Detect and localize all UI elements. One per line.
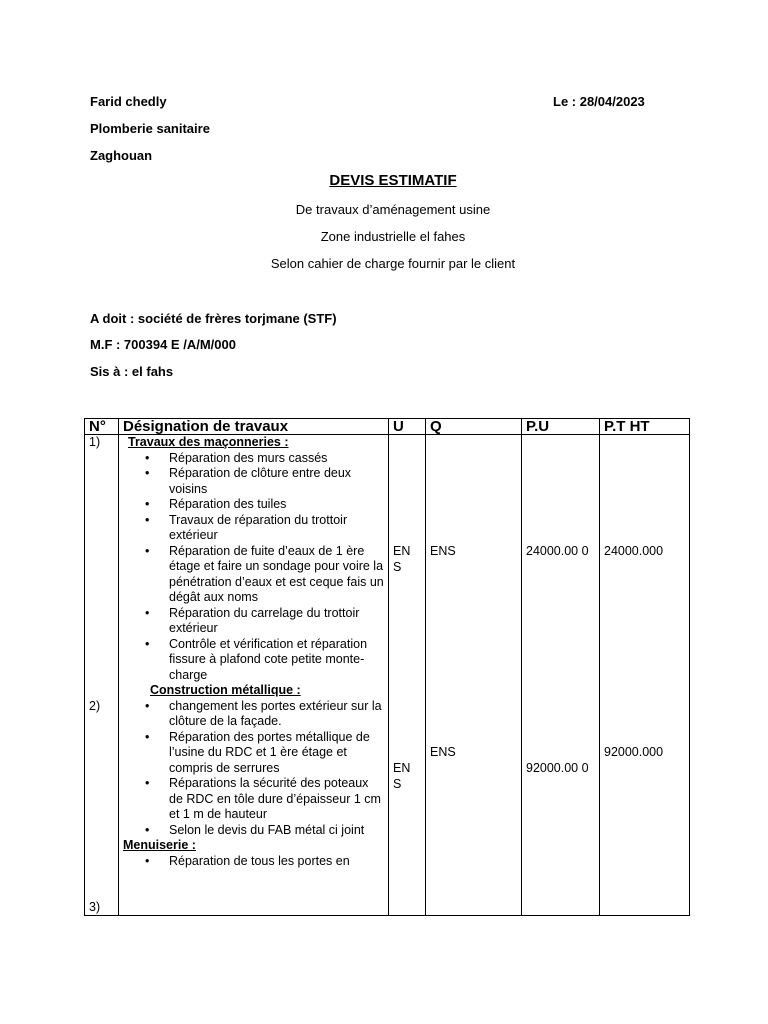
col-header-unit: U <box>389 419 426 435</box>
quantity-value: ENS <box>430 544 456 558</box>
list-item: • Réparation des murs cassés <box>169 451 384 467</box>
client-tax-id: M.F : 700394 E /A/M/000 <box>90 337 236 352</box>
list-item: • Réparation de clôture entre deux voisins <box>169 466 384 497</box>
subtitle-line: Zone industrielle el fahes <box>320 229 466 244</box>
quantity-cell <box>426 435 522 916</box>
client-address: Sis à : el fahs <box>90 364 174 379</box>
number-cell <box>85 435 119 916</box>
col-header-quantity: Q <box>426 419 522 435</box>
unit-value: EN S <box>393 761 411 791</box>
quantity-value: ENS <box>430 745 456 759</box>
total-price-value: 92000.000 <box>604 745 664 759</box>
subtitle-line: Selon cahier de charge fournir par le client <box>270 256 516 271</box>
client-name: A doit : société de frères torjmane (STF) <box>90 311 337 326</box>
list-item: • Travaux de réparation du trottoir extérieur <box>169 513 384 544</box>
total-price-value: 24000.000 <box>604 544 664 558</box>
list-item: • Réparation des portes métallique de l’usine du RDC et 1 ère étage et compris de serrures <box>169 730 384 777</box>
col-header-unit-price: P.U <box>522 419 600 435</box>
unit-price-value: 24000.00 0 <box>526 544 589 558</box>
list-item: • changement les portes extérieur sur la clôture de la façade. <box>169 699 384 730</box>
provider-name: Farid chedly <box>90 94 167 109</box>
row-number: 2) <box>89 699 101 713</box>
list-item: • Réparation des tuiles <box>169 497 384 513</box>
list-item: • Contrôle et vérification et réparation fissure à plafond cote petite monte-charge <box>169 637 384 684</box>
table-header-row <box>85 419 690 435</box>
total-price-cell <box>600 435 690 916</box>
unit-price-value: 92000.00 0 <box>526 761 589 775</box>
section-items <box>123 451 384 684</box>
document-date: Le : 28/04/2023 <box>553 94 645 109</box>
section-title: Construction métallique : <box>150 683 301 697</box>
provider-trade: Plomberie sanitaire <box>90 121 210 136</box>
table-row <box>85 435 690 916</box>
row-number: 1) <box>89 435 101 449</box>
designation-cell <box>119 435 389 916</box>
unit-price-cell <box>522 435 600 916</box>
list-item: • Réparation de fuite d’eaux de 1 ère étage et faire un sondage pour voire la pénétration d’eaux et est ceque fais un dégât aux noms <box>169 544 384 606</box>
section-title: Menuiserie : <box>123 838 196 852</box>
list-item: • Réparations la sécurité des poteaux de RDC en tôle dure d’épaisseur 1 cm et 1 m de hauteur <box>169 776 384 823</box>
col-header-number: N° <box>85 419 119 435</box>
list-item: • Réparation de tous les portes en <box>169 854 384 870</box>
col-header-total-price: P.T HT <box>600 419 690 435</box>
col-header-designation: Désignation de travaux <box>119 419 389 435</box>
section-title: Travaux des maçonneries : <box>128 435 289 449</box>
section-items <box>123 699 384 839</box>
section-items <box>123 854 384 870</box>
list-item: • Selon le devis du FAB métal ci joint <box>169 823 384 839</box>
list-item: • Réparation du carrelage du trottoir extérieur <box>169 606 384 637</box>
row-number: 3) <box>89 900 101 914</box>
provider-city: Zaghouan <box>90 148 153 163</box>
subtitle-line: De travaux d’aménagement usine <box>295 202 491 217</box>
document-title: DEVIS ESTIMATIF <box>329 172 457 189</box>
unit-cell <box>389 435 426 916</box>
unit-value: EN S <box>393 544 411 574</box>
works-table <box>84 418 690 916</box>
